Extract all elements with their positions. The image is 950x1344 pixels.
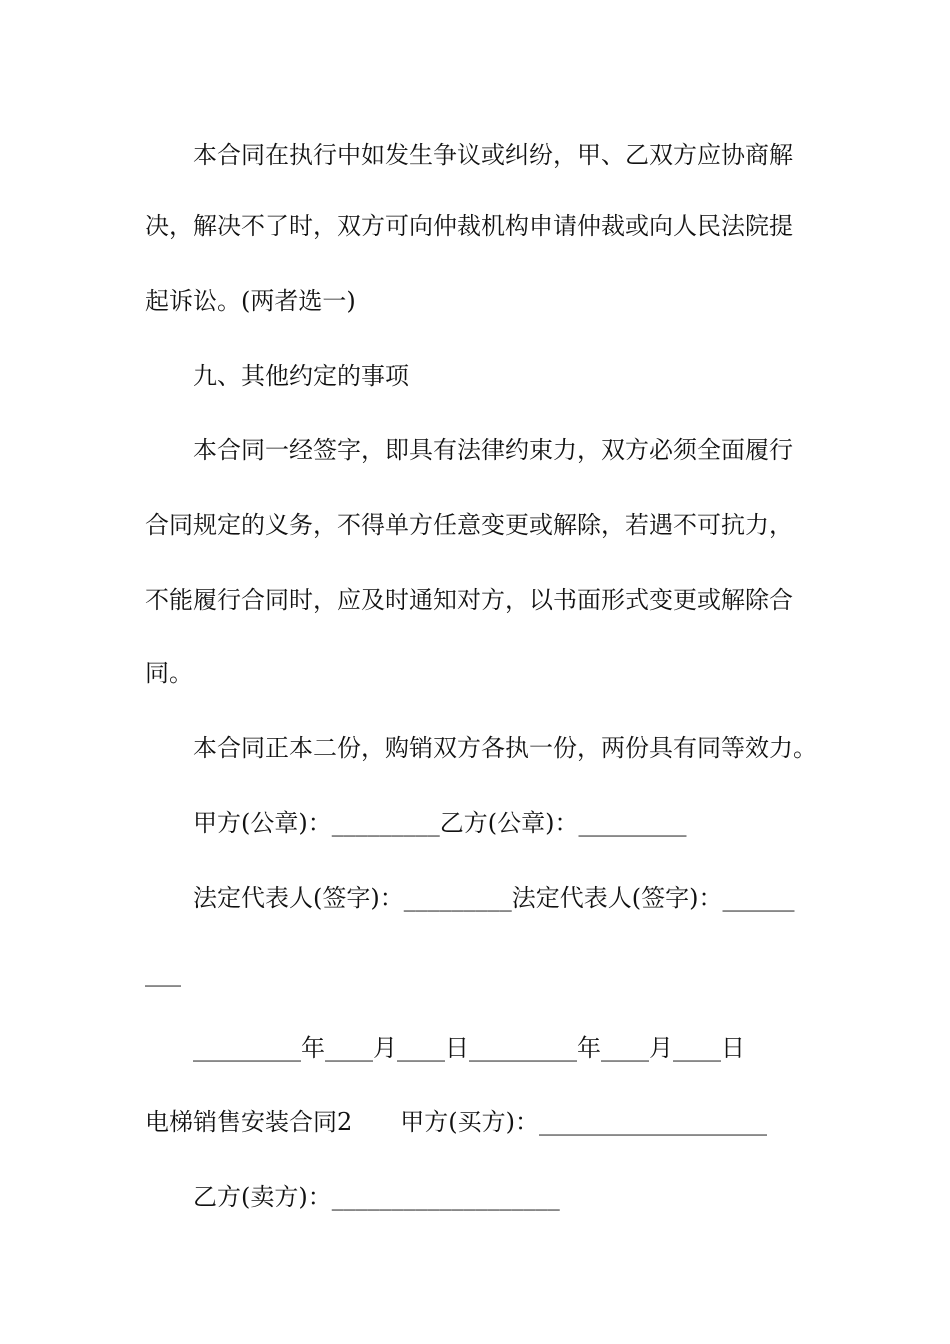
paragraph-binding-line-2: 合同规定的义务，不得单方任意变更或解除，若遇不可抗力， [145, 511, 793, 539]
seal-signature-line: 甲方(公章)：_________乙方(公章)：_________ [193, 809, 687, 837]
legal-rep-signature-line: 法定代表人(签字)：_________法定代表人(签字)：______ [193, 884, 795, 912]
date-line: _________年____月____日_________年____月____日 [193, 1034, 745, 1062]
paragraph-binding-line-4: 同。 [145, 659, 193, 687]
paragraph-dispute-line-1: 本合同在执行中如发生争议或纠纷，甲、乙双方应协商解 [193, 141, 793, 169]
paragraph-dispute-line-2: 决，解决不了时，双方可向仲裁机构申请仲裁或向人民法院提 [145, 212, 793, 240]
paragraph-binding-line-3: 不能履行合同时，应及时通知对方，以书面形式变更或解除合 [145, 586, 793, 614]
paragraph-copies: 本合同正本二份，购销双方各执一份，两份具有同等效力。 [193, 734, 817, 762]
seller-line: 乙方(卖方)：___________________ [193, 1183, 560, 1211]
legal-rep-signature-continuation: ___ [145, 959, 181, 987]
paragraph-binding-line-1: 本合同一经签字，即具有法律约束力，双方必须全面履行 [193, 436, 793, 464]
contract-title-buyer-line: 电梯销售安装合同2 甲方(买方)：___________________ [145, 1108, 767, 1136]
paragraph-dispute-line-3: 起诉讼。(两者选一) [145, 287, 356, 315]
section-heading-other-matters: 九、其他约定的事项 [193, 362, 409, 390]
